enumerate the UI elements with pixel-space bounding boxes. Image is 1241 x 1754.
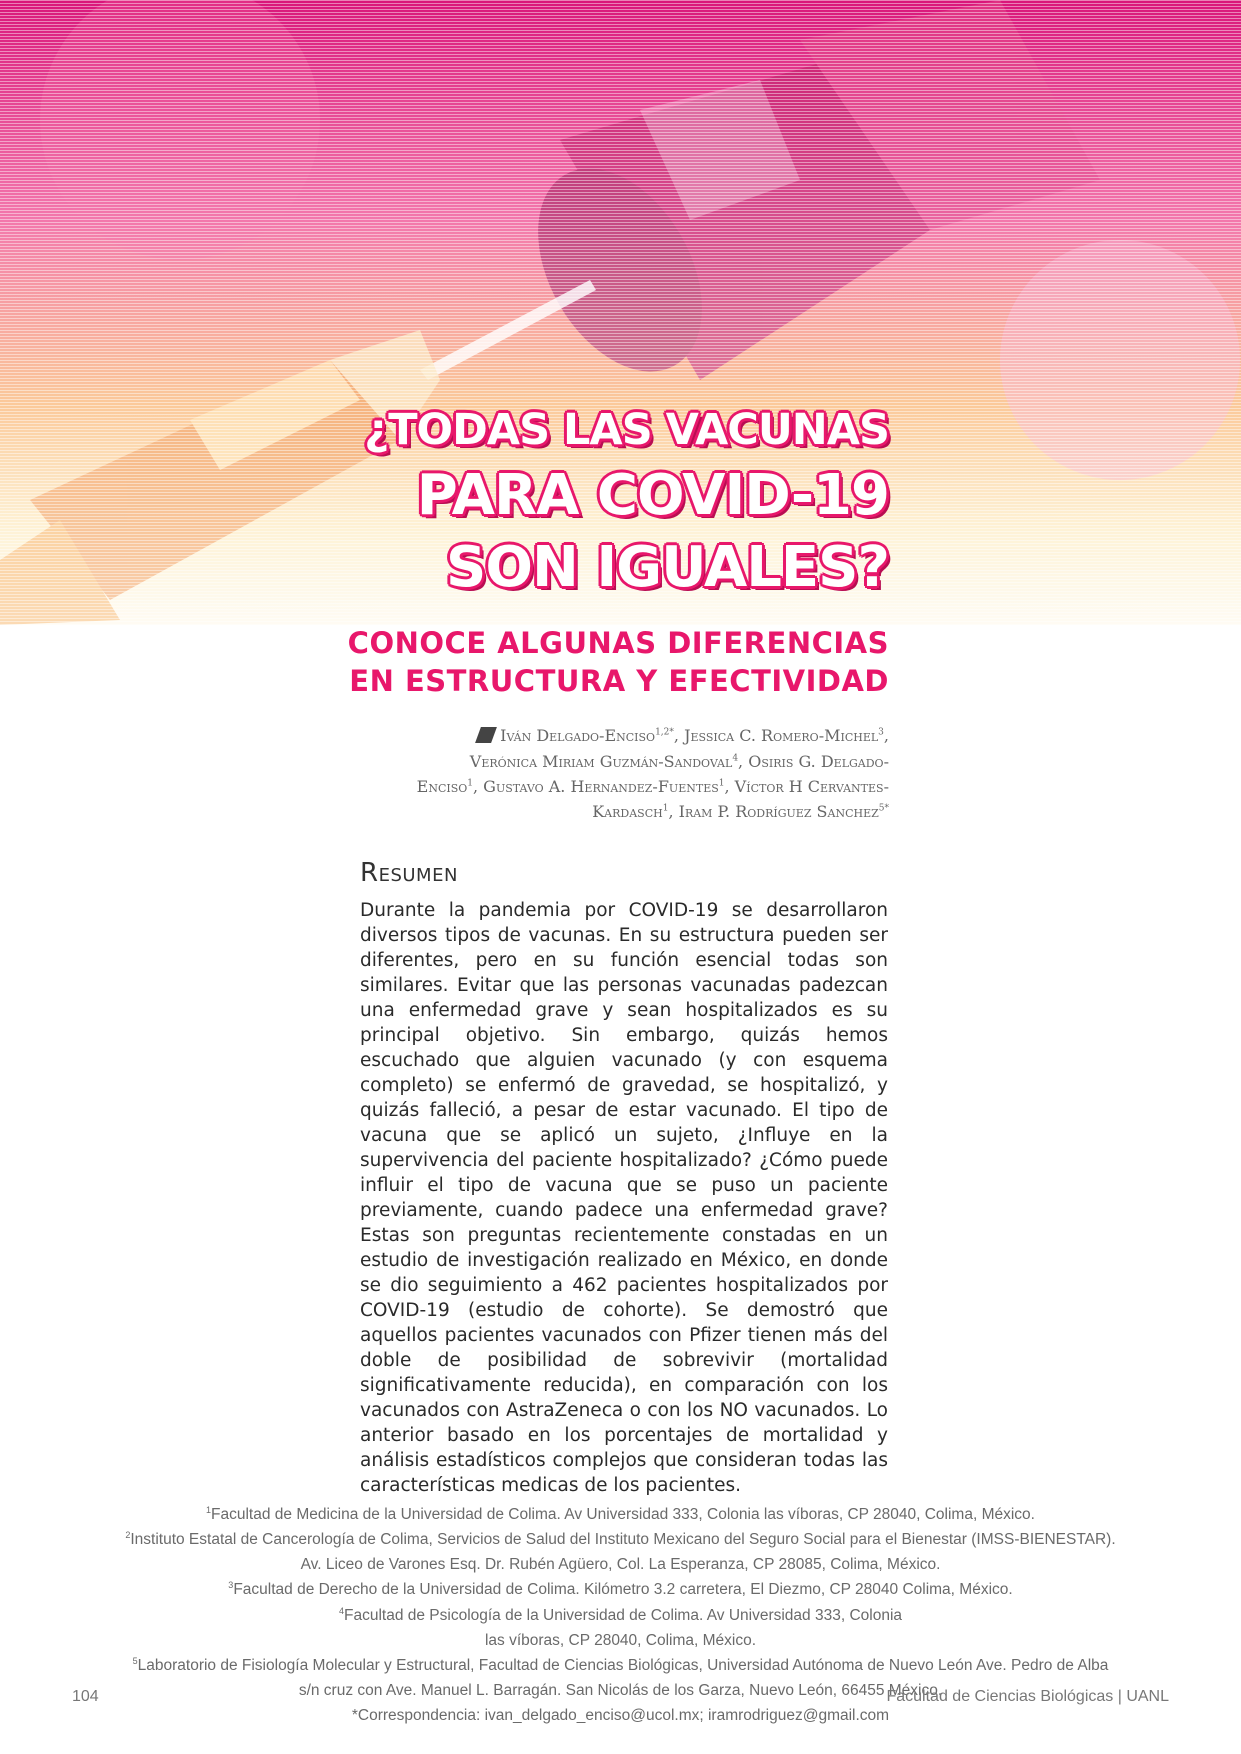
abstract-body: Durante la pandemia por COVID-19 se desarrollaron diversos tipos de vacunas. En su estructura pueden ser diferentes, pero en su función esencial todas son similares. Evitar que las personas vacunadas padezcan una enfermedad grave y sean hospitalizados es su principal objetivo. Sin embargo, quizás hemos escuchado que alguien vacunado (y con esquema completo) se enfermó de gravedad, se hospitalizó, y quizás falleció, a pesar de estar vacunado. El tipo de vacuna que se aplicó un sujeto, ¿Influye en la supervivencia del paciente hospitalizado? ¿Cómo puede influir el tipo de vacuna que se puso un paciente previamente, cuando padece una enfermedad grave? Estas son preguntas recientemente constadas en un estudio de investigación realizado en México, en donde se dio seguimiento a 462 pacientes hospitalizados por COVID-19 (estudio de cohorte). Se demostró que aquellos pacientes vacunados con Pfizer tienen más del doble de posibilidad de sobrevivir (mortalidad significativamente reducida), en comparación con los vacunados con AstraZeneca o con los NO vacunados. Lo anterior basado en los porcentajes de mortalidad y análisis estadísticos complejos que consideran todas las características medicas de los pacientes. [360, 900, 888, 1496]
author-item: Iván Delgado-Enciso$^{1,2*}$, [500, 726, 685, 746]
page-number: 104 [72, 1688, 99, 1705]
author-mark-icon [475, 727, 497, 743]
title-line-3: SON IGUALES? [446, 535, 889, 600]
journal-name: Facultad de Ciencias Biológicas | UANL [886, 1688, 1169, 1705]
author-item: Víctor H Cervantes-Kardasch$^1$, [592, 776, 889, 822]
affiliation-line: $^5$Laboratorio de Fisiología Molecular y Estructural, Facultad de Ciencias Biológicas, Universidad Autónoma de Nuevo León Ave. Pedro de Alba [132, 1655, 1109, 1675]
affiliation-line: $^4$Facultad de Psicología de la Universidad de Colima. Av Universidad 333, Colonia [338, 1605, 903, 1624]
subtitle-line-2: EN ESTRUCTURA Y EFECTIVIDAD [349, 664, 889, 698]
author-item: Gustavo A. Hernandez-Fuentes$^1$, [483, 776, 735, 796]
author-item: Iram P. Rodríguez Sanchez$^{5*}$ [678, 802, 889, 822]
affiliation-line: las víboras, CP 28040, Colima, México. [484, 1631, 757, 1649]
title-line-1: ¿TODAS LAS VACUNAS [364, 405, 889, 455]
article-title [364, 400, 889, 604]
affiliation-line: $^2$Instituto Estatal de Cancerología de Colima, Servicios de Salud del Instituto Mexicano del Seguro Social para el Bienestar (IMSS-BIENESTAR). [125, 1530, 1116, 1549]
affiliation-line: Av. Liceo de Varones Esq. Dr. Rubén Agüero, Col. La Esperanza, CP 28085, Colima, México. [300, 1556, 941, 1574]
abstract-heading: Resumen [360, 858, 458, 888]
subtitle-line-1: CONOCE ALGUNAS DIFERENCIAS [347, 626, 889, 660]
correspondence-line: *Correspondencia: ivan_delgado_enciso@ucol.mx; iramrodriguez@gmail.com [351, 1707, 890, 1725]
author-item: Jessica C. Romero-Michel$^3$, [684, 726, 889, 746]
affiliation-line: s/n cruz con Ave. Manuel L. Barragán. San Nicolás de los Garza, Nuevo León, 66455 México. [298, 1682, 943, 1700]
author-item: Osiris G. Delgado-Enciso$^1$, [416, 751, 889, 796]
author-item: Verónica Miriam Guzmán-Sandoval$^4$, [469, 751, 749, 771]
author-list [409, 722, 889, 823]
affiliation-line: $^3$Facultad de Derecho de la Universidad de Colima. Kilómetro 3.2 carretera, El Diezmo, CP 28040 Colima, México. [228, 1580, 1013, 1599]
article-subtitle [348, 624, 889, 700]
title-line-2: PARA COVID-19 [416, 463, 889, 528]
affiliation-line: $^1$Facultad de Medicina de la Universidad de Colima. Av Universidad 333, Colonia las víboras, CP 28040, Colima, México. [206, 1505, 1035, 1524]
